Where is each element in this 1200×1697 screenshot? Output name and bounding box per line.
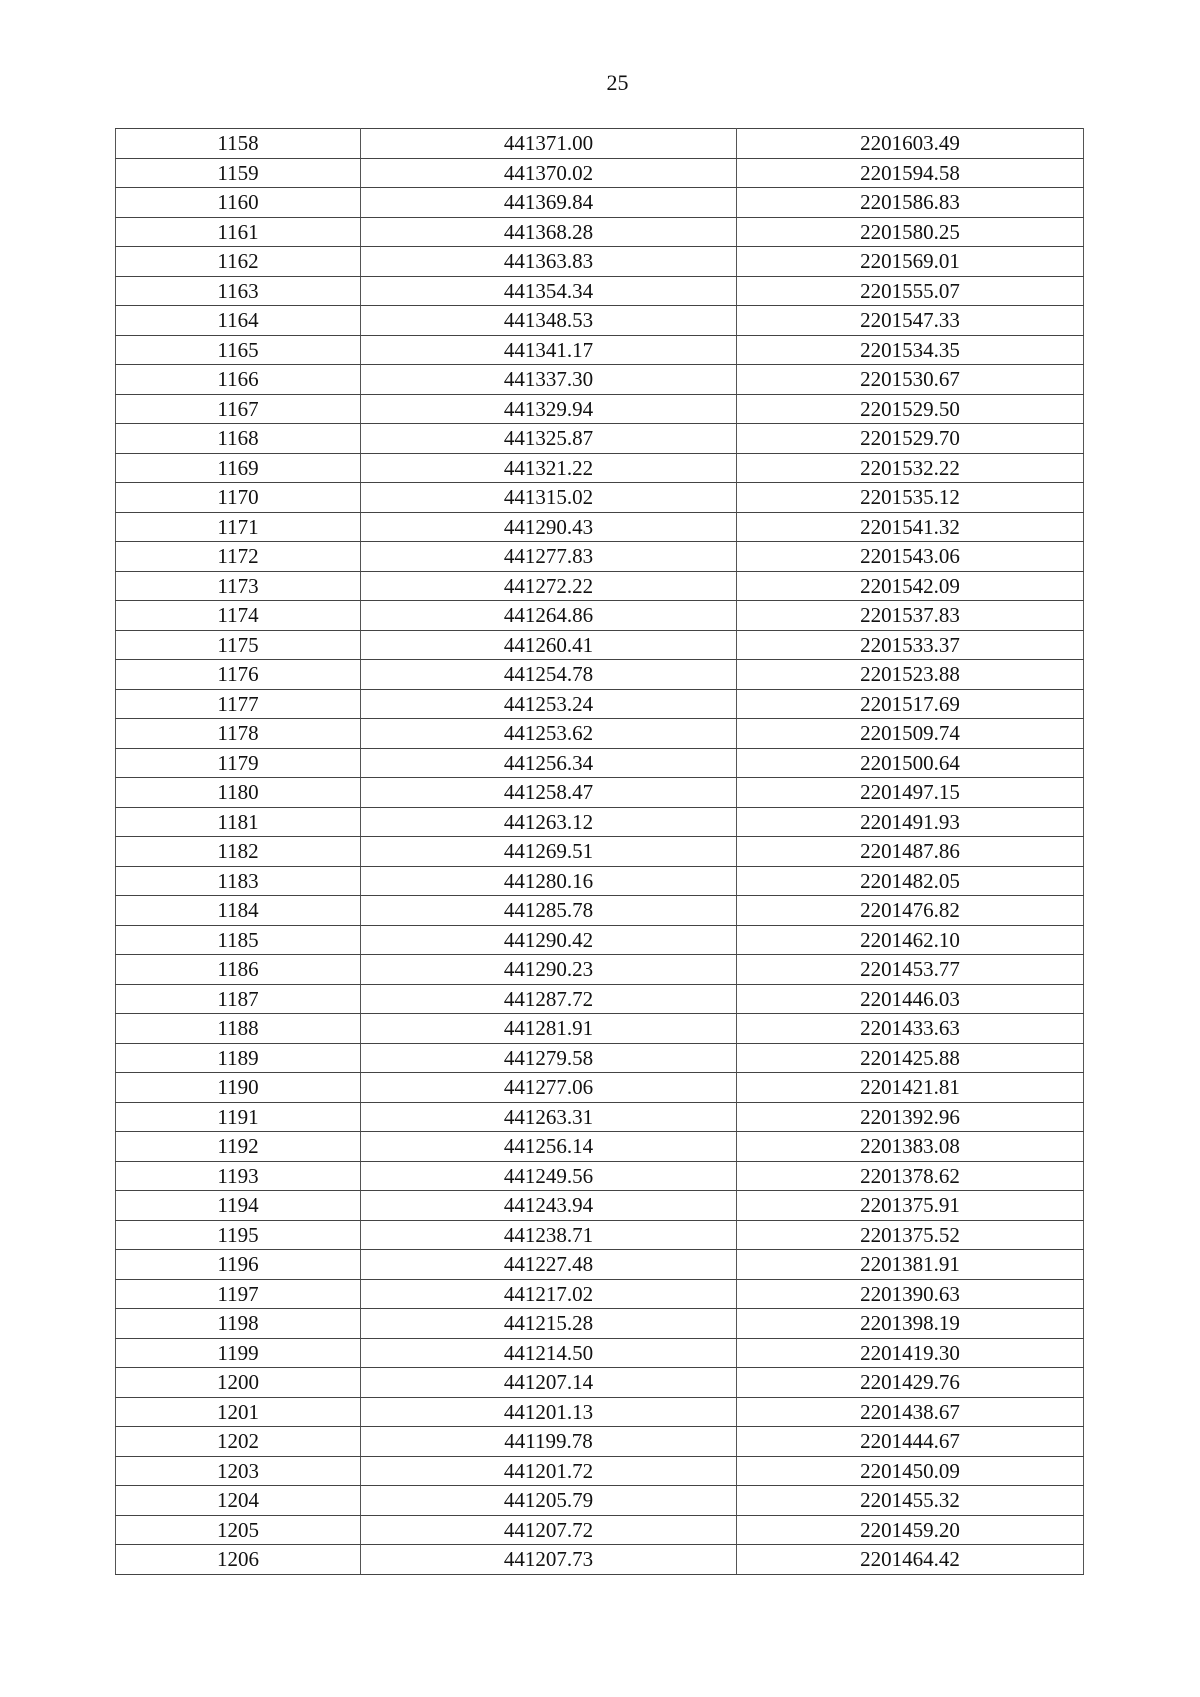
point-number-cell: 1190: [116, 1073, 361, 1103]
table-row: [116, 866, 1084, 896]
table-row: [116, 1014, 1084, 1044]
table-row: [116, 1545, 1084, 1575]
y-coordinate-cell: 2201476.82: [737, 896, 1084, 926]
point-number-cell: 1169: [116, 453, 361, 483]
x-coordinate-cell: 441280.16: [361, 866, 737, 896]
y-coordinate-cell: 2201446.03: [737, 984, 1084, 1014]
point-number-cell: 1185: [116, 925, 361, 955]
table-row: [116, 1368, 1084, 1398]
table-row: [116, 1102, 1084, 1132]
y-coordinate-cell: 2201586.83: [737, 188, 1084, 218]
x-coordinate-cell: 441281.91: [361, 1014, 737, 1044]
x-coordinate-cell: 441199.78: [361, 1427, 737, 1457]
x-coordinate-cell: 441215.28: [361, 1309, 737, 1339]
table-row: [116, 778, 1084, 808]
table-row: [116, 1486, 1084, 1516]
y-coordinate-cell: 2201425.88: [737, 1043, 1084, 1073]
x-coordinate-cell: 441207.72: [361, 1515, 737, 1545]
x-coordinate-cell: 441264.86: [361, 601, 737, 631]
x-coordinate-cell: 441277.83: [361, 542, 737, 572]
x-coordinate-cell: 441363.83: [361, 247, 737, 277]
x-coordinate-cell: 441354.34: [361, 276, 737, 306]
point-number-cell: 1170: [116, 483, 361, 513]
x-coordinate-cell: 441238.71: [361, 1220, 737, 1250]
point-number-cell: 1202: [116, 1427, 361, 1457]
x-coordinate-cell: 441263.31: [361, 1102, 737, 1132]
y-coordinate-cell: 2201491.93: [737, 807, 1084, 837]
y-coordinate-cell: 2201433.63: [737, 1014, 1084, 1044]
y-coordinate-cell: 2201594.58: [737, 158, 1084, 188]
point-number-cell: 1177: [116, 689, 361, 719]
point-number-cell: 1188: [116, 1014, 361, 1044]
point-number-cell: 1174: [116, 601, 361, 631]
y-coordinate-cell: 2201543.06: [737, 542, 1084, 572]
point-number-cell: 1191: [116, 1102, 361, 1132]
x-coordinate-cell: 441253.62: [361, 719, 737, 749]
y-coordinate-cell: 2201429.76: [737, 1368, 1084, 1398]
table-row: [116, 217, 1084, 247]
x-coordinate-cell: 441214.50: [361, 1338, 737, 1368]
x-coordinate-cell: 441243.94: [361, 1191, 737, 1221]
y-coordinate-cell: 2201603.49: [737, 129, 1084, 159]
y-coordinate-cell: 2201450.09: [737, 1456, 1084, 1486]
table-row: [116, 188, 1084, 218]
x-coordinate-cell: 441279.58: [361, 1043, 737, 1073]
y-coordinate-cell: 2201500.64: [737, 748, 1084, 778]
y-coordinate-cell: 2201378.62: [737, 1161, 1084, 1191]
y-coordinate-cell: 2201542.09: [737, 571, 1084, 601]
y-coordinate-cell: 2201529.50: [737, 394, 1084, 424]
point-number-cell: 1201: [116, 1397, 361, 1427]
table-row: [116, 1427, 1084, 1457]
x-coordinate-cell: 441205.79: [361, 1486, 737, 1516]
y-coordinate-cell: 2201398.19: [737, 1309, 1084, 1339]
y-coordinate-cell: 2201421.81: [737, 1073, 1084, 1103]
point-number-cell: 1186: [116, 955, 361, 985]
table-row: [116, 1456, 1084, 1486]
point-number-cell: 1159: [116, 158, 361, 188]
y-coordinate-cell: 2201547.33: [737, 306, 1084, 336]
y-coordinate-cell: 2201541.32: [737, 512, 1084, 542]
x-coordinate-cell: 441285.78: [361, 896, 737, 926]
y-coordinate-cell: 2201533.37: [737, 630, 1084, 660]
point-number-cell: 1180: [116, 778, 361, 808]
x-coordinate-cell: 441217.02: [361, 1279, 737, 1309]
table-row: [116, 1397, 1084, 1427]
y-coordinate-cell: 2201383.08: [737, 1132, 1084, 1162]
point-number-cell: 1172: [116, 542, 361, 572]
y-coordinate-cell: 2201392.96: [737, 1102, 1084, 1132]
x-coordinate-cell: 441315.02: [361, 483, 737, 513]
y-coordinate-cell: 2201390.63: [737, 1279, 1084, 1309]
y-coordinate-cell: 2201532.22: [737, 453, 1084, 483]
table-row: [116, 1515, 1084, 1545]
x-coordinate-cell: 441207.73: [361, 1545, 737, 1575]
x-coordinate-cell: 441201.13: [361, 1397, 737, 1427]
x-coordinate-cell: 441290.43: [361, 512, 737, 542]
point-number-cell: 1194: [116, 1191, 361, 1221]
x-coordinate-cell: 441371.00: [361, 129, 737, 159]
y-coordinate-cell: 2201459.20: [737, 1515, 1084, 1545]
point-number-cell: 1158: [116, 129, 361, 159]
point-number-cell: 1206: [116, 1545, 361, 1575]
y-coordinate-cell: 2201497.15: [737, 778, 1084, 808]
x-coordinate-cell: 441290.42: [361, 925, 737, 955]
table-row: [116, 660, 1084, 690]
point-number-cell: 1160: [116, 188, 361, 218]
point-number-cell: 1195: [116, 1220, 361, 1250]
point-number-cell: 1187: [116, 984, 361, 1014]
table-row: [116, 247, 1084, 277]
table-row: [116, 719, 1084, 749]
x-coordinate-cell: 441201.72: [361, 1456, 737, 1486]
x-coordinate-cell: 441277.06: [361, 1073, 737, 1103]
x-coordinate-cell: 441370.02: [361, 158, 737, 188]
table-row: [116, 837, 1084, 867]
coordinates-table-body: [116, 129, 1084, 1575]
table-row: [116, 1220, 1084, 1250]
table-row: [116, 630, 1084, 660]
table-row: [116, 129, 1084, 159]
y-coordinate-cell: 2201419.30: [737, 1338, 1084, 1368]
point-number-cell: 1166: [116, 365, 361, 395]
y-coordinate-cell: 2201580.25: [737, 217, 1084, 247]
table-row: [116, 601, 1084, 631]
y-coordinate-cell: 2201464.42: [737, 1545, 1084, 1575]
table-row: [116, 424, 1084, 454]
y-coordinate-cell: 2201537.83: [737, 601, 1084, 631]
table-row: [116, 483, 1084, 513]
point-number-cell: 1175: [116, 630, 361, 660]
y-coordinate-cell: 2201453.77: [737, 955, 1084, 985]
y-coordinate-cell: 2201535.12: [737, 483, 1084, 513]
x-coordinate-cell: 441329.94: [361, 394, 737, 424]
coordinates-table: [115, 128, 1084, 1575]
point-number-cell: 1205: [116, 1515, 361, 1545]
point-number-cell: 1197: [116, 1279, 361, 1309]
x-coordinate-cell: 441256.34: [361, 748, 737, 778]
y-coordinate-cell: 2201444.67: [737, 1427, 1084, 1457]
point-number-cell: 1164: [116, 306, 361, 336]
x-coordinate-cell: 441321.22: [361, 453, 737, 483]
x-coordinate-cell: 441287.72: [361, 984, 737, 1014]
x-coordinate-cell: 441269.51: [361, 837, 737, 867]
point-number-cell: 1192: [116, 1132, 361, 1162]
point-number-cell: 1162: [116, 247, 361, 277]
page-number: 25: [606, 70, 629, 95]
table-row: [116, 158, 1084, 188]
table-row: [116, 1279, 1084, 1309]
x-coordinate-cell: 441249.56: [361, 1161, 737, 1191]
table-row: [116, 896, 1084, 926]
table-row: [116, 925, 1084, 955]
x-coordinate-cell: 441325.87: [361, 424, 737, 454]
point-number-cell: 1200: [116, 1368, 361, 1398]
table-row: [116, 512, 1084, 542]
x-coordinate-cell: 441368.28: [361, 217, 737, 247]
table-row: [116, 394, 1084, 424]
table-row: [116, 542, 1084, 572]
point-number-cell: 1176: [116, 660, 361, 690]
x-coordinate-cell: 441263.12: [361, 807, 737, 837]
y-coordinate-cell: 2201509.74: [737, 719, 1084, 749]
point-number-cell: 1189: [116, 1043, 361, 1073]
point-number-cell: 1193: [116, 1161, 361, 1191]
x-coordinate-cell: 441256.14: [361, 1132, 737, 1162]
y-coordinate-cell: 2201487.86: [737, 837, 1084, 867]
point-number-cell: 1179: [116, 748, 361, 778]
x-coordinate-cell: 441341.17: [361, 335, 737, 365]
point-number-cell: 1204: [116, 1486, 361, 1516]
y-coordinate-cell: 2201375.91: [737, 1191, 1084, 1221]
point-number-cell: 1203: [116, 1456, 361, 1486]
y-coordinate-cell: 2201555.07: [737, 276, 1084, 306]
x-coordinate-cell: 441260.41: [361, 630, 737, 660]
table-row: [116, 1250, 1084, 1280]
table-row: [116, 306, 1084, 336]
point-number-cell: 1167: [116, 394, 361, 424]
x-coordinate-cell: 441369.84: [361, 188, 737, 218]
point-number-cell: 1163: [116, 276, 361, 306]
x-coordinate-cell: 441227.48: [361, 1250, 737, 1280]
point-number-cell: 1165: [116, 335, 361, 365]
point-number-cell: 1181: [116, 807, 361, 837]
table-row: [116, 1043, 1084, 1073]
y-coordinate-cell: 2201517.69: [737, 689, 1084, 719]
table-row: [116, 1338, 1084, 1368]
y-coordinate-cell: 2201462.10: [737, 925, 1084, 955]
table-row: [116, 1309, 1084, 1339]
table-row: [116, 748, 1084, 778]
table-row: [116, 276, 1084, 306]
x-coordinate-cell: 441337.30: [361, 365, 737, 395]
table-row: [116, 335, 1084, 365]
point-number-cell: 1171: [116, 512, 361, 542]
table-row: [116, 1073, 1084, 1103]
point-number-cell: 1178: [116, 719, 361, 749]
table-row: [116, 571, 1084, 601]
x-coordinate-cell: 441253.24: [361, 689, 737, 719]
table-row: [116, 1191, 1084, 1221]
point-number-cell: 1168: [116, 424, 361, 454]
point-number-cell: 1199: [116, 1338, 361, 1368]
y-coordinate-cell: 2201523.88: [737, 660, 1084, 690]
table-row: [116, 984, 1084, 1014]
point-number-cell: 1183: [116, 866, 361, 896]
x-coordinate-cell: 441272.22: [361, 571, 737, 601]
point-number-cell: 1182: [116, 837, 361, 867]
x-coordinate-cell: 441258.47: [361, 778, 737, 808]
table-row: [116, 807, 1084, 837]
table-row: [116, 1132, 1084, 1162]
x-coordinate-cell: 441290.23: [361, 955, 737, 985]
x-coordinate-cell: 441348.53: [361, 306, 737, 336]
y-coordinate-cell: 2201438.67: [737, 1397, 1084, 1427]
point-number-cell: 1161: [116, 217, 361, 247]
y-coordinate-cell: 2201569.01: [737, 247, 1084, 277]
table-row: [116, 689, 1084, 719]
point-number-cell: 1173: [116, 571, 361, 601]
table-row: [116, 955, 1084, 985]
y-coordinate-cell: 2201375.52: [737, 1220, 1084, 1250]
x-coordinate-cell: 441207.14: [361, 1368, 737, 1398]
y-coordinate-cell: 2201534.35: [737, 335, 1084, 365]
point-number-cell: 1184: [116, 896, 361, 926]
point-number-cell: 1196: [116, 1250, 361, 1280]
table-row: [116, 365, 1084, 395]
y-coordinate-cell: 2201529.70: [737, 424, 1084, 454]
x-coordinate-cell: 441254.78: [361, 660, 737, 690]
table-row: [116, 453, 1084, 483]
y-coordinate-cell: 2201381.91: [737, 1250, 1084, 1280]
y-coordinate-cell: 2201482.05: [737, 866, 1084, 896]
y-coordinate-cell: 2201455.32: [737, 1486, 1084, 1516]
y-coordinate-cell: 2201530.67: [737, 365, 1084, 395]
point-number-cell: 1198: [116, 1309, 361, 1339]
table-row: [116, 1161, 1084, 1191]
